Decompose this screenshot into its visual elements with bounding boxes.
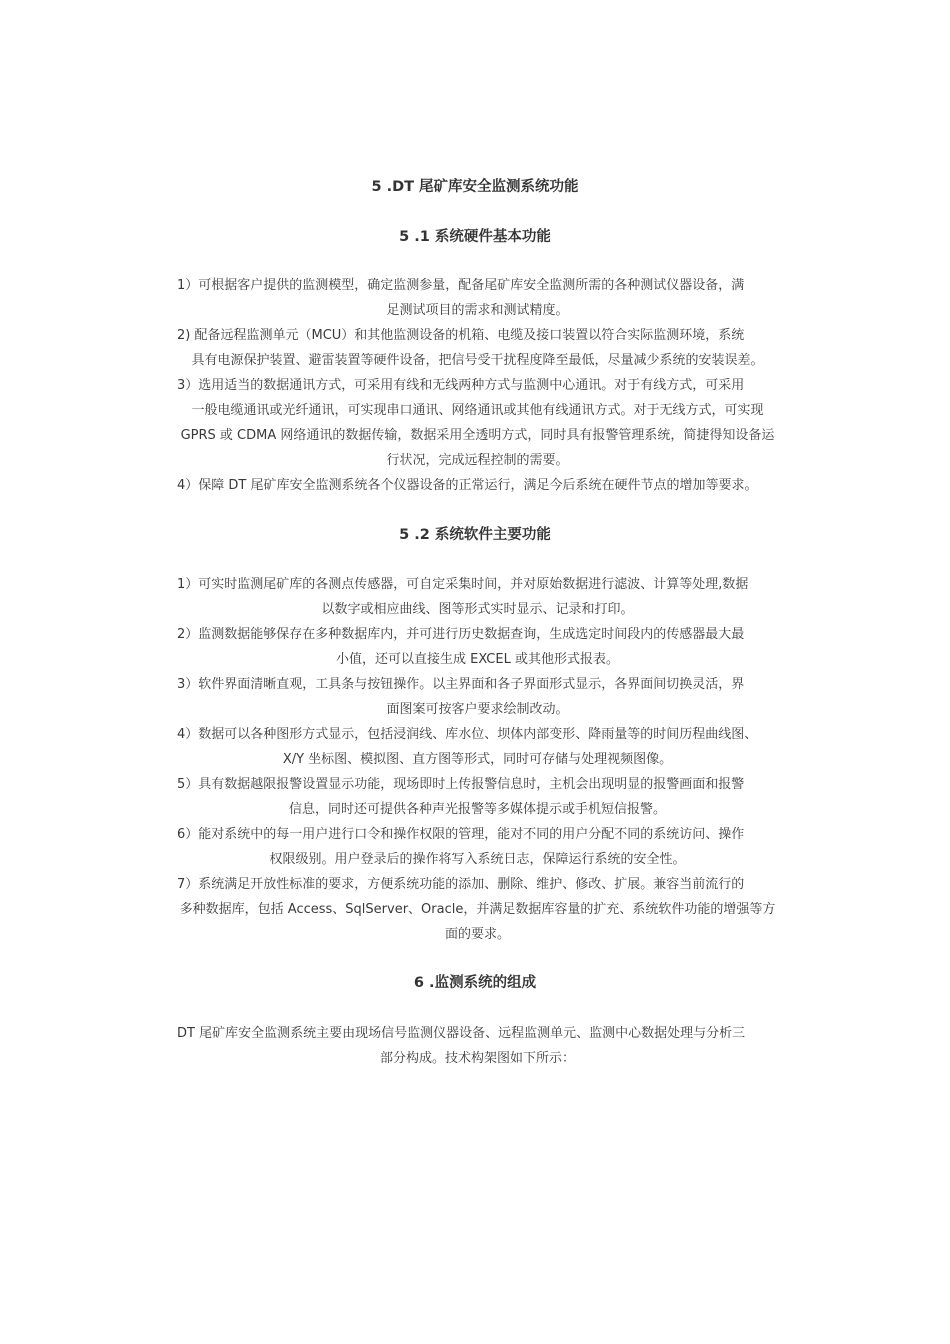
paragraph-line: 多种数据库，包括 Access、SqlServer、Oracle，并满足数据库容量的扩充、系统软件功能的增强等方 <box>179 902 776 917</box>
paragraph-line: 足测试项目的需求和测试精度。 <box>386 303 569 318</box>
paragraph-line: 7）系统满足开放性标准的要求，方便系统功能的添加、删除、维护、修改、扩展。兼容当前流行的 <box>177 877 745 892</box>
paragraph-line: 一般电缆通讯或光纤通讯，可实现串口通讯、网络通讯或其他有线通讯方式。对于无线方式，可实现 <box>191 403 764 418</box>
paragraph-line: 面图案可按客户要求绘制改动。 <box>386 702 569 717</box>
section-5-2-heading: 5 .2 系统软件主要功能 <box>399 527 551 543</box>
section-5-heading: 5 .DT 尾矿库安全监测系统功能 <box>371 179 579 195</box>
paragraph-line: 面的要求。 <box>444 927 510 942</box>
hardware-item-4 <box>145 473 810 498</box>
paragraph-line: X/Y 坐标图、模拟图、直方图等形式，同时可存储与处理视频图像。 <box>282 752 673 767</box>
hardware-item-1 <box>145 273 810 323</box>
paragraph-line: 4）保障 DT 尾矿库安全监测系统各个仪器设备的正常运行，满足今后系统在硬件节点的增加等要求。 <box>177 478 758 493</box>
paragraph-line: 3）软件界面清晰直观，工具条与按钮操作。以主界面和各子界面形式显示，各界面间切换灵活，界 <box>177 677 745 692</box>
hardware-item-3 <box>145 373 810 473</box>
section-6-heading: 6 .监测系统的组成 <box>413 975 537 991</box>
software-item-6 <box>145 822 810 872</box>
paragraph-line: 3）选用适当的数据通讯方式，可采用有线和无线两种方式与监测中心通讯。对于有线方式，可采用 <box>177 378 745 393</box>
software-item-7 <box>145 872 810 947</box>
paragraph-line: 具有电源保护装置、避雷装置等硬件设备，把信号受干扰程度降至最低，尽量减少系统的安装误差。 <box>191 353 764 368</box>
paragraph-line: 权限级别。用户登录后的操作将写入系统日志，保障运行系统的安全性。 <box>269 852 686 867</box>
paragraph-line: 小值，还可以直接生成 EXCEL 或其他形式报表。 <box>336 652 619 667</box>
paragraph-line: 4）数据可以各种图形方式显示，包括浸润线、库水位、坝体内部变形、降雨量等的时间历程曲线图、 <box>177 727 758 742</box>
composition-paragraph <box>145 1021 810 1071</box>
software-item-4 <box>145 722 810 772</box>
section-5-1-heading: 5 .1 系统硬件基本功能 <box>399 229 551 245</box>
paragraph-line: 5）具有数据越限报警设置显示功能，现场即时上传报警信息时，主机会出现明显的报警画面和报警 <box>177 777 745 792</box>
paragraph-line: 以数字或相应曲线、图等形式实时显示、记录和打印。 <box>321 602 634 617</box>
paragraph-line: DT 尾矿库安全监测系统主要由现场信号监测仪器设备、远程监测单元、监测中心数据处理与分析三 <box>177 1026 746 1041</box>
paragraph-line: 信息，同时还可提供各种声光报警等多媒体提示或手机短信报警。 <box>288 802 666 817</box>
paragraph-line: 行状况，完成远程控制的需要。 <box>386 453 569 468</box>
software-item-2 <box>145 622 810 672</box>
software-item-3 <box>145 672 810 722</box>
paragraph-line: 1）可实时监测尾矿库的各测点传感器，可自定采集时间，并对原始数据进行滤波、计算等处理,数据 <box>177 577 749 592</box>
paragraph-line: 2) 配备远程监测单元（MCU）和其他监测设备的机箱、电缆及接口装置以符合实际监测环境，系统 <box>177 328 745 343</box>
hardware-item-2 <box>145 323 810 373</box>
paragraph-line: 部分构成。技术构架图如下所示： <box>379 1051 575 1066</box>
paragraph-line: GPRS 或 CDMA 网络通讯的数据传输，数据采用全透明方式，同时具有报警管理系统，简捷得知设备运 <box>180 428 775 443</box>
paragraph-line: 2）监测数据能够保存在多种数据库内，并可进行历史数据查询，生成选定时间段内的传感器最大最 <box>177 627 745 642</box>
paragraph-line: 1）可根据客户提供的监测模型，确定监测参量，配备尾矿库安全监测所需的各种测试仪器设备，满 <box>177 278 745 293</box>
paragraph-line: 6）能对系统中的每一用户进行口令和操作权限的管理，能对不同的用户分配不同的系统访问、操作 <box>177 827 745 842</box>
software-item-1 <box>145 572 810 622</box>
software-item-5 <box>145 772 810 822</box>
